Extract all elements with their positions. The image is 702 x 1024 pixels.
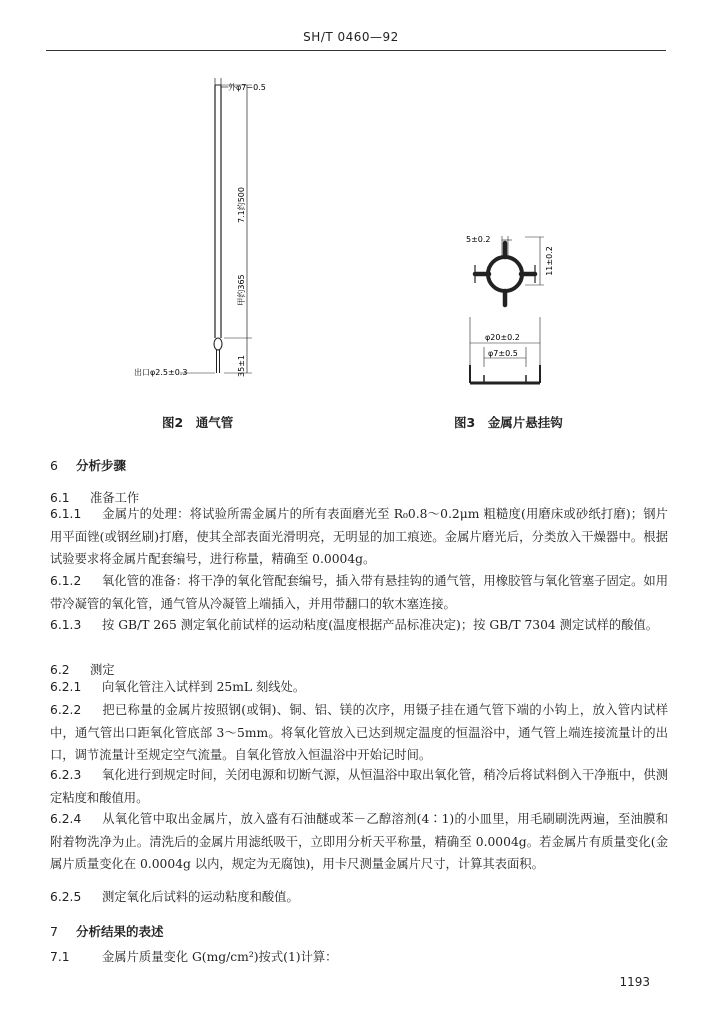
figure-2-caption: 图2 通气管 <box>162 415 234 430</box>
hook-ring <box>488 257 522 291</box>
subsection-number: 6.2 <box>50 663 70 677</box>
header-rule <box>46 50 666 51</box>
clause-text: 按 GB/T 265 测定氧化前试样的运动粘度(温度根据产品标准决定)；按 GB/T 7304 测定试样的酸值。 <box>102 618 659 632</box>
clause-text: 测定氧化后试料的运动粘度和酸值。 <box>102 890 299 904</box>
paragraph-6-1-1 <box>50 503 668 571</box>
fig3-label-dia-outer: φ20±0.2 <box>485 333 520 342</box>
fig3-label-dia-inner: φ7±0.5 <box>488 349 518 358</box>
page-number: 1193 <box>619 975 650 989</box>
section-7-heading <box>50 922 164 940</box>
clause-text: 金属片质量变化 G(mg/cm²)按式(1)计算： <box>102 950 338 964</box>
fig2-label-outlet: 出口φ2.5±0.3 <box>134 368 188 377</box>
paragraph-6-2-5 <box>50 886 668 909</box>
fig3-label-width: 5±0.2 <box>466 235 491 244</box>
clause-text: 向氧化管注入试样到 25mL 刻线处。 <box>102 680 306 694</box>
subsection-title: 测定 <box>90 663 115 677</box>
clause-number: 6.2.2 <box>50 703 82 717</box>
fig2-label-tip: 35±1 <box>237 355 246 377</box>
section-title: 分析步骤 <box>76 458 127 473</box>
clause-number: 6.1.3 <box>50 618 82 632</box>
figure-2-aeration-tube <box>120 70 280 390</box>
subsection-number: 6.1 <box>50 491 70 505</box>
figure-3-hanging-hook <box>440 225 590 400</box>
paragraph-6-2-2 <box>50 699 668 767</box>
clause-number: 6.2.4 <box>50 812 82 826</box>
clause-text: 把已称量的金属片按照钢(或铜)、铜、铝、镁的次序，用镊子挂在通气管下端的小钩上，放入管内试样中，通气管出口距氧化管底部 3～5mm。将氧化管放入已达到规定温度的恒温浴中，通气管上端连接流量计的出口，调节流量计至规定空气流量。自氧化管放入恒温浴中开始记时间。 <box>50 703 668 762</box>
clause-text: 从氧化管中取出金属片，放入盛有石油醚或苯－乙醇溶剂(4∶1)的小皿里，用毛刷刷洗两遍，至油膜和附着物洗净为止。清洗后的金属片用滤纸吸干，立即用分析天平称量，精确至 0.0004g。若金属片有质量变化(金属片质量变化在 0.0004g 以内，规定为无腐蚀)，用卡尺测量金属片尺寸，计算其表面积。 <box>50 812 668 871</box>
fig2-label-total: 7.1约500 <box>237 187 246 223</box>
subsection-title: 准备工作 <box>90 491 140 505</box>
clause-text: 氧化管的准备：将干净的氧化管配套编号，插入带有悬挂钩的通气管，用橡胶管与氧化管塞子固定。如用带冷凝管的氧化管，通气管从冷凝管上端插入，并用带翻口的软木塞连接。 <box>50 574 668 611</box>
paragraph-7-1 <box>50 946 668 969</box>
fig3-label-height: 11±0.2 <box>545 246 554 276</box>
clause-number: 6.2.1 <box>50 680 82 694</box>
figure-3-caption: 图3 金属片悬挂钩 <box>454 415 563 430</box>
clause-text: 金属片的处理：将试验所需金属片的所有表面磨光至 R₀0.8～0.2μm 粗糙度(用磨床或砂纸打磨)；钢片用平面锉(或钢丝刷)打磨，使其全部表面光滑明亮，无明显的加工痕迹。金属片磨光后，分类放入干燥器中。根据试验要求将金属片配套编号，进行称量，精确至 0.0004g。 <box>50 507 668 566</box>
paragraph-6-1-3 <box>50 614 668 637</box>
section-number: 7 <box>50 924 58 939</box>
tube-bulb <box>214 338 222 350</box>
clause-number: 6.2.5 <box>50 890 82 904</box>
section-number: 6 <box>50 458 58 473</box>
clause-number: 6.1.2 <box>50 574 82 588</box>
section-title: 分析结果的表述 <box>76 924 164 939</box>
paragraph-6-2-4 <box>50 808 668 876</box>
clause-number: 6.1.1 <box>50 507 82 521</box>
fig2-label-approx: 甲约365 <box>237 274 246 306</box>
paragraph-6-2-1 <box>50 676 668 699</box>
fig2-label-outer: 外φ7−0.5 <box>228 83 266 92</box>
clause-text: 氧化进行到规定时间，关闭电源和切断气源，从恒温浴中取出氧化管，稍冷后将试料倒入干净瓶中，供测定粘度和酸值用。 <box>50 768 668 805</box>
section-6-heading <box>50 456 126 474</box>
clause-number: 7.1 <box>50 950 70 964</box>
paragraph-6-2-3 <box>50 764 668 809</box>
clause-number: 6.2.3 <box>50 768 82 782</box>
page-header: SH/T 0460—92 <box>303 30 399 44</box>
paragraph-6-1-2 <box>50 570 668 615</box>
